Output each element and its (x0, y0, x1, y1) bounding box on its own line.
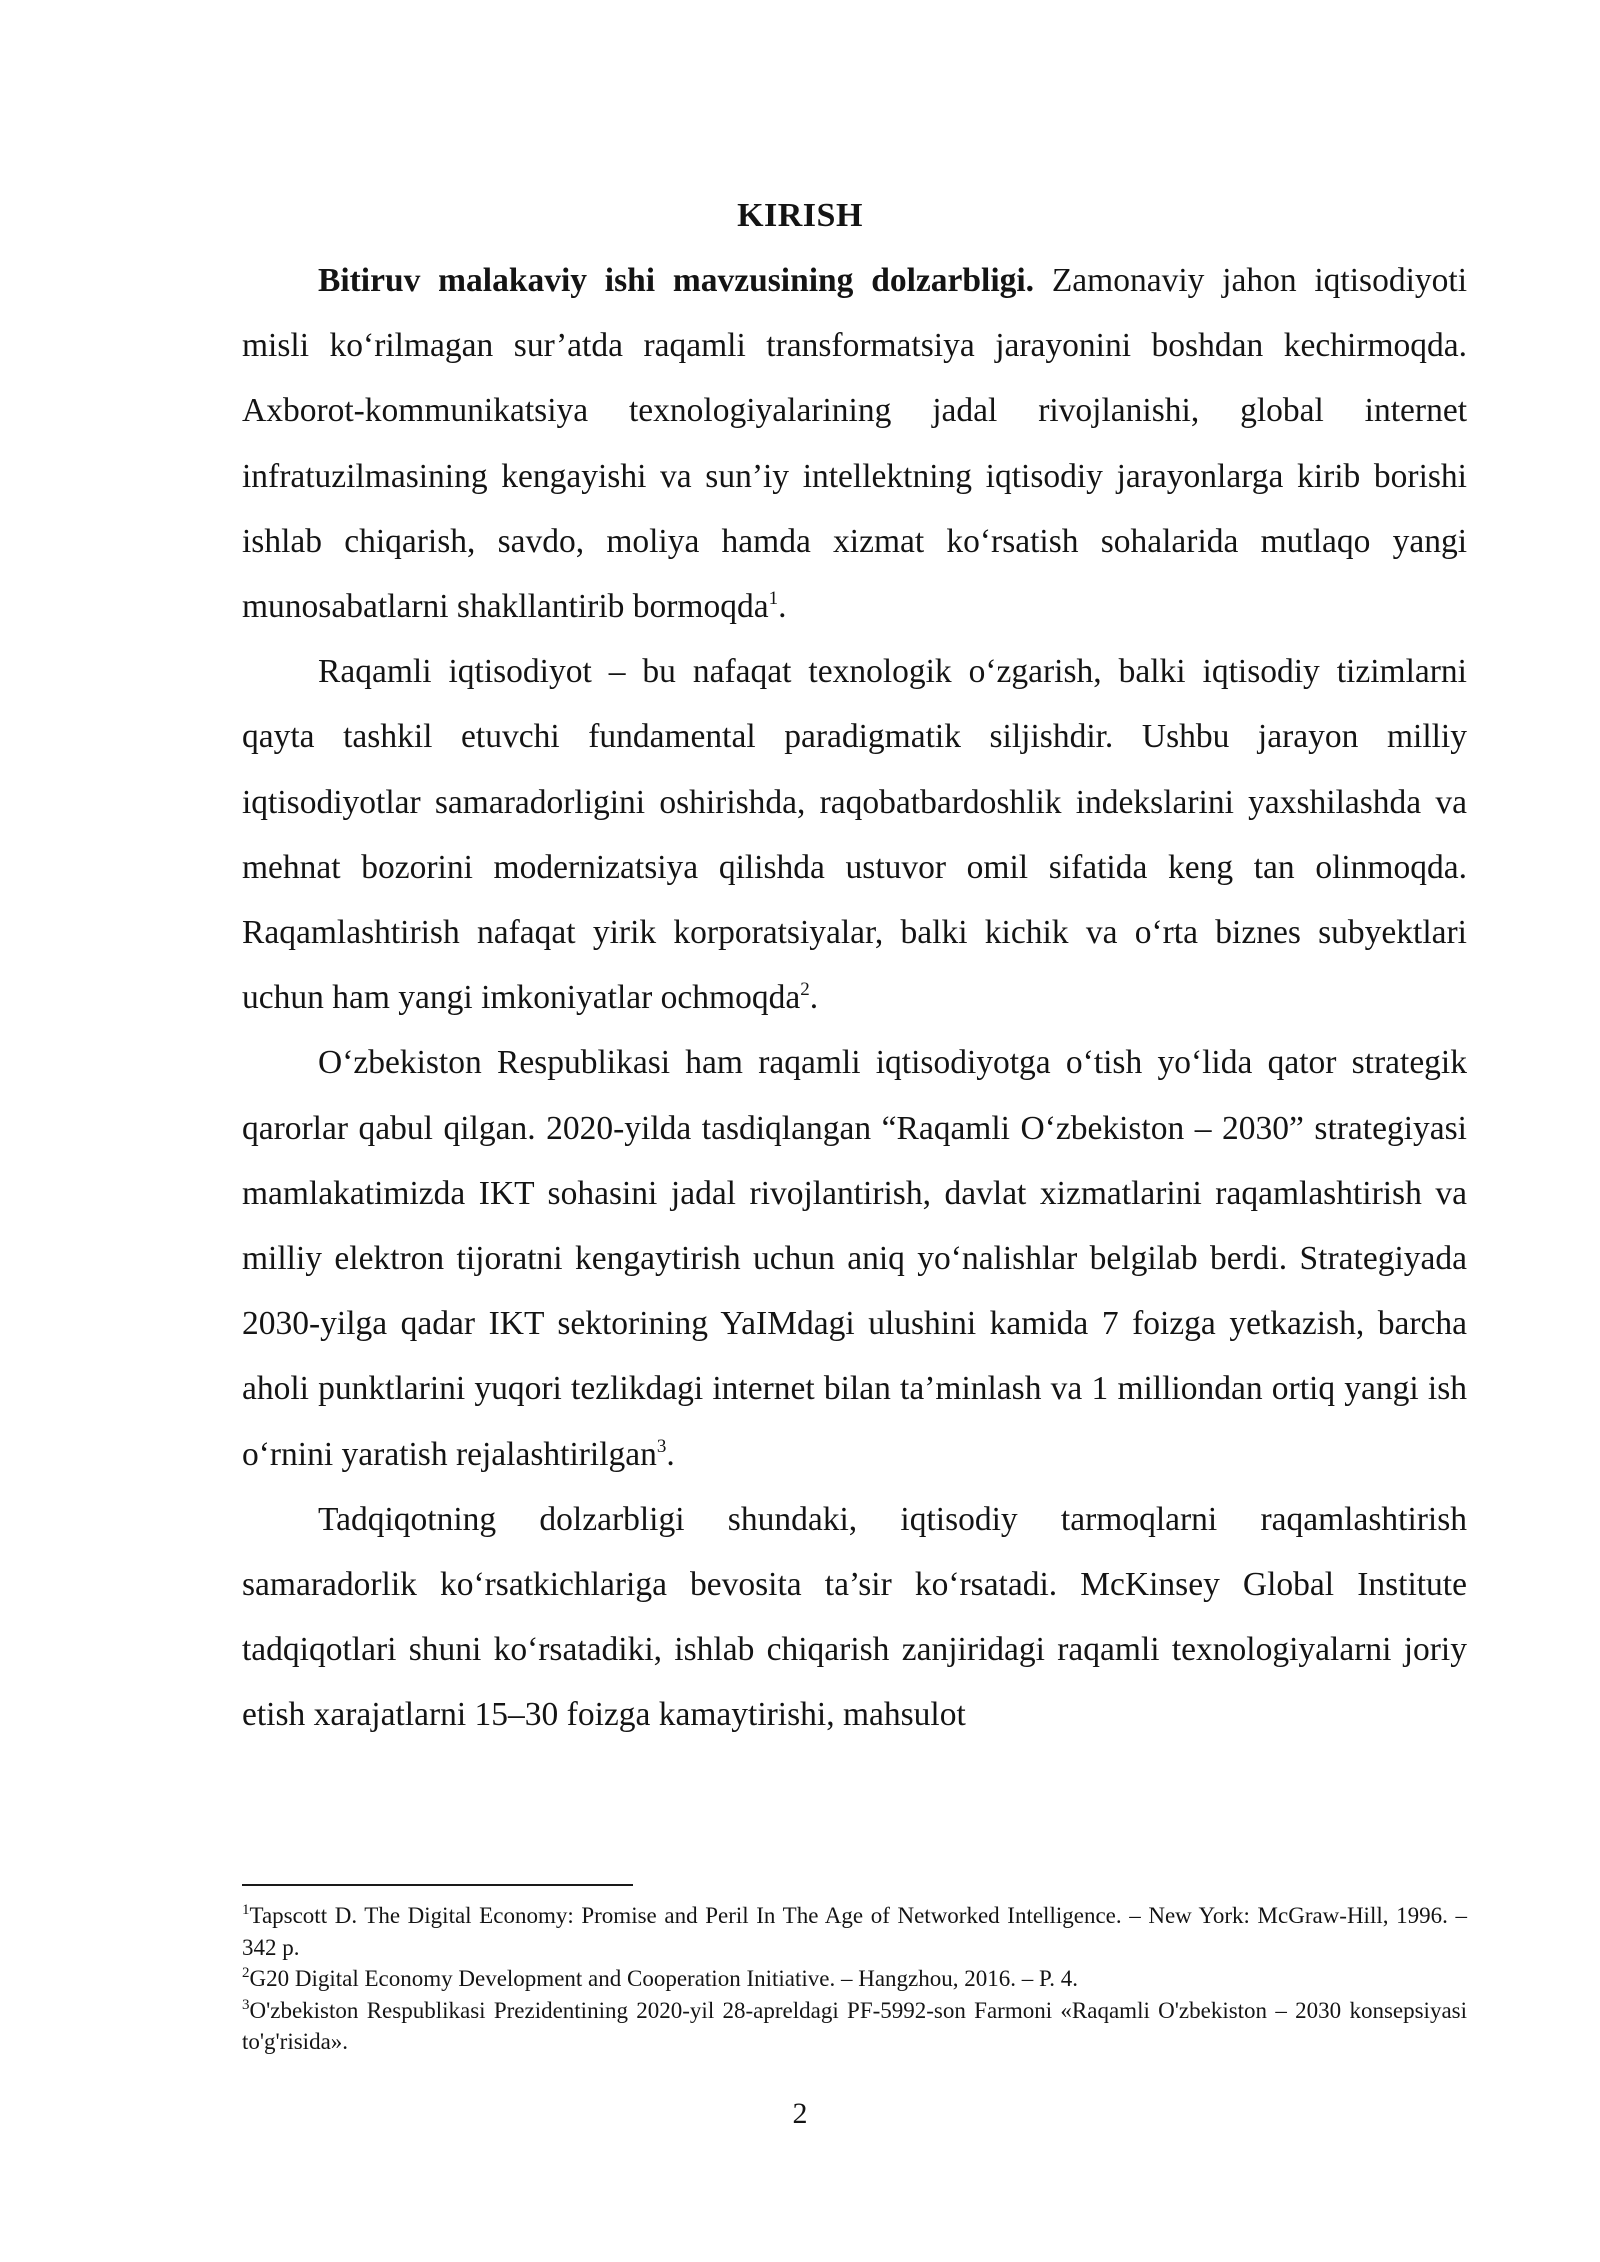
paragraph-tail: . (809, 979, 819, 1017)
paragraph (242, 639, 1467, 1030)
footnote-number: 3 (242, 1996, 250, 2013)
paragraph-tail: . (778, 588, 787, 626)
footnote-item (242, 1963, 1467, 1995)
paragraph-tail: . (666, 1435, 675, 1473)
footnote-ref: 3 (656, 1435, 667, 1457)
body-text (242, 248, 1467, 1748)
page-number: 2 (792, 2097, 808, 2130)
footnote-item (242, 1995, 1467, 2058)
footnote-separator (242, 1884, 633, 1886)
footnote-text: G20 Digital Economy Development and Cooperation Initiative. – Hangzhou, 2016. – P. 4. (249, 1966, 1078, 1991)
paragraph (242, 1487, 1467, 1748)
footnote-number: 1 (242, 1902, 250, 1918)
paragraph-text: Zamonaviy jahon iqtisodiyoti misli koʻrilmagan sur’atda raqamli transformatsiya jarayonini boshdan kechirmoqda. Axborot-kommunikatsiya texnologiyalarining jadal rivojlanishi, global internet infratuzilmasining kengayishi va sun’iy intellektning iqtisodiy jarayonlarga kirib borishi ishlab chiqarish, savdo, moliya hamda xizmat koʻrsatish sohalarida mutlaqo yangi munosabatlarni shakllantirib bormoqda (242, 262, 1467, 626)
footnote-text: O'zbekiston Respublikasi Prezidentining 2020-yil 28-apreldagi PF-5992-son Farmoni «Raqamli O'zbekiston – 2030 konsepsiyasi to'g'risida». (242, 1997, 1467, 2054)
paragraph-text: Oʻzbekiston Respublikasi ham raqamli iqtisodiyotga oʻtish yoʻlida qator strategik qarorlar qabul qilgan. 2020-yilda tasdiqlangan “Raqamli Oʻzbekiston – 2030” strategiyasi mamlakatimizda IKT sohasini jadal rivojlantirish, davlat xizmatlarini raqamlashtirish va milliy elektron tijoratni kengaytirish uchun aniq yoʻnalishlar belgilab berdi. Strategiyada 2030-yilga qadar IKT sektorining YaIMdagi ulushini kamida 7 foizga yetkazish, barcha aholi punktlarini yuqori tezlikdagi internet bilan ta’minlash va 1 milliondan ortiq yangi ish oʻrnini yaratish rejalashtirilgan (242, 1044, 1467, 1473)
section-title: KIRISH (737, 197, 863, 234)
footnote-number: 2 (242, 1965, 250, 1981)
paragraph-text: Tadqiqotning dolzarbligi shundaki, iqtisodiy tarmoqlarni raqamlashtirish samaradorlik koʻrsatkichlariga bevosita ta’sir koʻrsatadi. McKinsey Global Institute tadqiqotlari shuni koʻrsatadiki, ishlab chiqarish zanjiridagi raqamli texnologiyalarni joriy etish xarajatlarni 15–30 foizga kamaytirishi, mahsulot (242, 1500, 1467, 1734)
footnote-text: Tapscott D. The Digital Economy: Promise and Peril In The Age of Networked Intelligence. – New York: McGraw-Hill, 1996. – 342 p. (242, 1903, 1467, 1960)
footnote-item (242, 1900, 1467, 1963)
paragraph-text: Raqamli iqtisodiyot – bu nafaqat texnologik oʻzgarish, balki iqtisodiy tizimlarni qayta tashkil etuvchi fundamental paradigmatik siljishdir. Ushbu jarayon milliy iqtisodiyotlar samaradorligini oshirishda, raqobatbardoshlik indekslarini yaxshilashda va mehnat bozorini modernizatsiya qilishda ustuvor omil sifatida keng tan olinmoqda. Raqamlashtirish nafaqat yirik korporatsiyalar, balki kichik va oʻrta biznes subyektlari uchun ham yangi imkoniyatlar ochmoqda (242, 653, 1467, 1017)
footnote-ref: 2 (800, 979, 810, 1001)
paragraph (242, 248, 1467, 639)
paragraph (242, 1030, 1467, 1486)
footnotes (242, 1900, 1467, 2058)
footnote-ref: 1 (768, 588, 779, 610)
paragraph-lead-bold: Bitiruv malakaviy ishi mavzusining dolzarbligi. (318, 262, 1035, 299)
